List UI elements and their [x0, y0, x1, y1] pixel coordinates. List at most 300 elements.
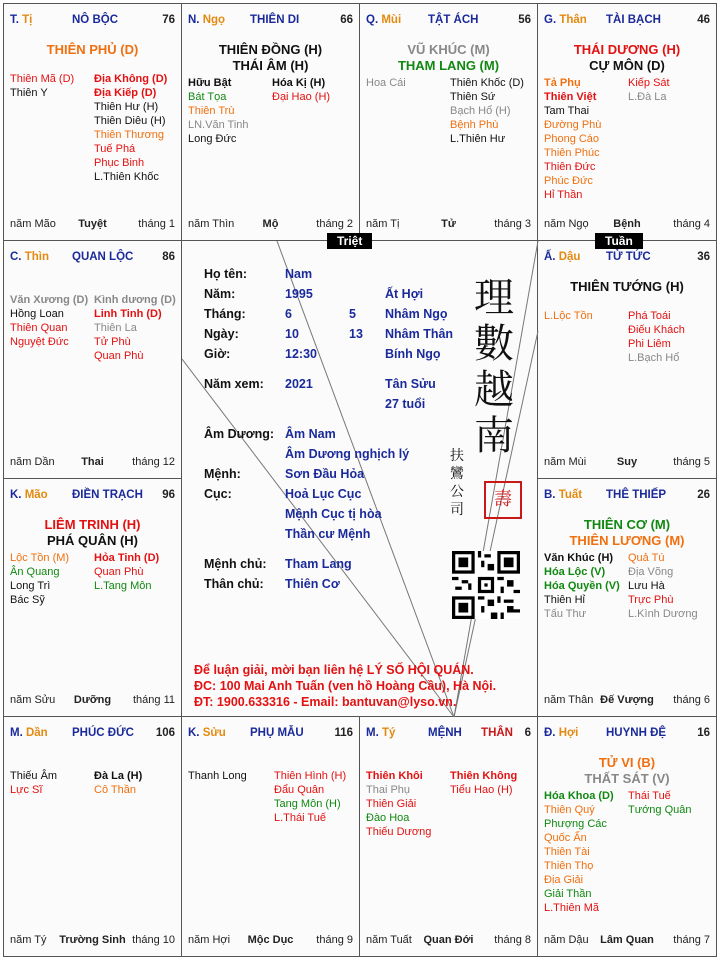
value-gio-can: Bính Ngọ [385, 347, 441, 361]
palace-ty [359, 716, 538, 957]
minor-star: Hồng Loan [10, 308, 64, 320]
main-star: THIÊN ĐỒNG (H) [218, 42, 323, 57]
minor-star: Phong Cáo [544, 133, 600, 145]
palace-footer [188, 934, 353, 948]
palace-dau [537, 240, 717, 479]
center-info-panel [181, 240, 538, 717]
minor-stars-left [544, 789, 614, 915]
minor-star: Thiên Việt [544, 91, 597, 103]
palace-month: tháng 11 [132, 694, 175, 706]
main-star: THÁI DƯƠNG (H) [573, 42, 681, 57]
minor-star: Giải Thần [544, 888, 592, 900]
palace-header [188, 14, 353, 28]
main-stars [4, 42, 181, 58]
value-thanchu: Thiên Cơ [285, 577, 340, 591]
main-stars [182, 42, 359, 74]
palace-footer [544, 218, 710, 232]
palace-footer [366, 934, 531, 948]
value-tuoi: 27 tuổi [385, 397, 426, 411]
main-star: THIÊN TƯỚNG (H) [570, 279, 684, 294]
minor-star: Ân Quang [10, 566, 60, 578]
minor-star: Tuế Phá [94, 143, 136, 155]
palace-month: tháng 12 [132, 456, 175, 468]
contact-line-1: Để luận giải, mời bạn liên hệ LÝ SỐ HỘI QUÁN. [194, 663, 474, 677]
palace-name: THIÊN DI [250, 14, 300, 26]
palace-age: 76 [162, 14, 175, 26]
palace-stem: Ấ. [544, 251, 559, 263]
palace-branch [188, 727, 226, 739]
value-ngay-al: 13 [349, 327, 363, 341]
palace-month: tháng 9 [316, 934, 353, 946]
palace-year: năm Hợi [188, 934, 231, 946]
minor-star: Đào Hoa [366, 812, 410, 824]
minor-star: Lưu Hà [628, 580, 665, 592]
minor-star: Quan Phù [94, 350, 144, 362]
palace-age: 116 [334, 727, 353, 739]
minor-star: L.Kình Dương [628, 608, 698, 620]
palace-thin [3, 240, 182, 479]
palace-age: 16 [697, 727, 710, 739]
value-namxem-can: Tân Sửu [385, 377, 436, 391]
label-namxem: Năm xem: [204, 377, 264, 391]
main-star: PHÁ QUÂN (H) [47, 533, 138, 548]
palace-header [544, 251, 710, 265]
palace-name: HUYNH ĐỆ [606, 727, 667, 739]
minor-stars-right [628, 309, 685, 365]
palace-month: tháng 1 [138, 218, 175, 230]
main-stars [538, 279, 716, 295]
palace-branch [366, 727, 395, 739]
minor-stars-right [628, 76, 670, 104]
palace-stage: Dưỡng [73, 694, 112, 706]
minor-star: Thiên Đức [544, 161, 596, 173]
minor-star: Bạch Hổ (H) [450, 105, 511, 117]
value-amduong: Âm Nam [285, 427, 336, 441]
minor-star: Thiên Sứ [450, 91, 496, 103]
minor-star: Địa Không (D) [94, 73, 168, 85]
palace-stem: C. [10, 251, 25, 263]
minor-star: Thiên Tài [544, 846, 590, 858]
minor-star: Hóa Khoa (D) [544, 790, 614, 802]
minor-stars-left [544, 309, 593, 323]
minor-star: Thiên Giải [366, 798, 417, 810]
minor-star: Hỏa Tinh (D) [94, 552, 160, 564]
palace-footer [10, 456, 175, 470]
palace-stem: T. [10, 14, 23, 26]
minor-star: Thiên Y [10, 87, 48, 99]
minor-star: Thiên Khôi [366, 770, 423, 782]
value-namxem: 2021 [285, 377, 313, 391]
value-menh: Sơn Đầu Hỏa [285, 467, 365, 481]
palace-age: 96 [162, 489, 175, 501]
palace-stage: Mộc Dục [247, 934, 294, 946]
palace-branch [10, 727, 48, 739]
value-gio: 12:30 [285, 347, 317, 361]
palace-age: 6 [524, 727, 531, 739]
palace-branch-name: Dần [25, 727, 48, 739]
main-star: LIÊM TRINH (H) [44, 517, 141, 532]
palace-name: TÀI BẠCH [606, 14, 661, 26]
palace-name: QUAN LỘC [72, 251, 134, 263]
palace-suu [181, 716, 360, 957]
label-nam: Năm: [204, 287, 236, 301]
palace-stage: Thai [81, 456, 104, 468]
minor-stars-right [94, 293, 176, 363]
qr-code-icon[interactable] [452, 551, 520, 619]
palace-year: năm Tị [366, 218, 400, 230]
main-stars [538, 42, 716, 74]
value-cuc2: Mệnh Cục tị hòa [285, 507, 382, 521]
minor-star: Phục Binh [94, 157, 145, 169]
minor-star: Đại Hao (H) [272, 91, 331, 103]
palace-stem: K. [10, 489, 25, 501]
palace-name: MỆNH [428, 727, 462, 739]
palace-footer [10, 934, 175, 948]
minor-star: Tử Phù [94, 336, 131, 348]
minor-star: Thái Tuế [628, 790, 671, 802]
main-stars [538, 517, 716, 549]
palace-month: tháng 4 [673, 218, 710, 230]
palace-branch-name: Hợi [558, 727, 579, 739]
minor-star: L.Thiên Khốc [94, 171, 159, 183]
value-amduong2: Âm Dương nghịch lý [285, 447, 410, 461]
palace-name: PHÚC ĐỨC [72, 727, 134, 739]
minor-star: Thiên Quan [10, 322, 68, 334]
minor-star: Thiếu Âm [10, 770, 58, 782]
minor-stars-left [10, 293, 88, 349]
palace-year: năm Tuất [366, 934, 412, 946]
palace-branch [10, 14, 32, 26]
minor-star: Đẩu Quân [274, 784, 325, 796]
palace-name: ĐIỀN TRẠCH [72, 489, 143, 501]
palace-age: 106 [155, 727, 175, 739]
minor-stars-right [274, 769, 346, 825]
minor-star: Văn Xương (D) [10, 294, 89, 306]
minor-star: Hóa Lộc (V) [544, 566, 606, 578]
minor-star: Thiếu Dương [366, 826, 432, 838]
palace-branch-name: Mão [24, 489, 48, 501]
value-ngay-can: Nhâm Thân [385, 327, 454, 341]
minor-star: Thiên Hỉ [544, 594, 585, 606]
minor-stars-right [94, 551, 159, 593]
minor-star: Thiên Hình (H) [274, 770, 347, 782]
palace-badge: THÂN [481, 727, 513, 739]
palace-age: 26 [697, 489, 710, 501]
palace-stem: M. [366, 727, 382, 739]
palace-footer [366, 218, 531, 232]
minor-stars-left [188, 769, 247, 783]
main-star: VŨ KHÚC (M) [407, 42, 490, 57]
palace-age: 46 [697, 14, 710, 26]
minor-stars-right [628, 551, 698, 621]
minor-star: Thiên Không [450, 770, 518, 782]
palace-dan [3, 716, 182, 957]
minor-star: Đà La (H) [94, 770, 143, 782]
horoscope-grid [3, 3, 717, 957]
palace-year: năm Ngọ [544, 218, 589, 230]
palace-tuat [537, 478, 717, 717]
minor-star: Tả Phụ [544, 77, 581, 89]
minor-star: Điếu Khách [628, 324, 685, 336]
minor-stars-left [544, 551, 620, 621]
minor-stars-left [366, 76, 406, 90]
minor-stars-left [544, 76, 601, 202]
minor-star: Quốc Ấn [544, 832, 587, 844]
minor-star: Phúc Đức [544, 175, 593, 187]
label-ngay: Ngày: [204, 327, 239, 341]
palace-header [544, 14, 710, 28]
palace-stage: Mộ [262, 218, 279, 230]
minor-star: Hoa Cái [366, 77, 406, 89]
minor-stars-left [188, 76, 249, 146]
minor-star: L.Đà La [628, 91, 667, 103]
calligraphy-char: 理 [474, 275, 514, 321]
calligraphy-logo [474, 275, 514, 459]
main-star: THIÊN LƯƠNG (M) [569, 533, 685, 548]
palace-year: năm Dần [10, 456, 55, 468]
minor-star: LN.Văn Tinh [188, 119, 249, 131]
palace-header [366, 14, 531, 28]
calligraphy-char: 數 [474, 321, 514, 367]
minor-star: Bát Tọa [188, 91, 227, 103]
minor-star: L.Thiên Mã [544, 902, 600, 914]
palace-footer [188, 218, 353, 232]
minor-star: Tướng Quân [628, 804, 692, 816]
minor-stars-right [450, 769, 517, 797]
palace-branch-name: Tị [22, 14, 33, 26]
palace-stem: Q. [366, 14, 382, 26]
value-menhchu: Tham Lang [285, 557, 352, 571]
main-star: THÁI ÂM (H) [232, 58, 309, 73]
minor-star: Địa Kiếp (D) [94, 87, 157, 99]
palace-ngo [181, 3, 360, 241]
palace-month: tháng 5 [673, 456, 710, 468]
minor-star: Hỉ Thần [544, 189, 583, 201]
minor-star: Long Đức [188, 133, 237, 145]
palace-header [544, 489, 710, 503]
palace-month: tháng 7 [673, 934, 710, 946]
palace-month: tháng 6 [673, 694, 710, 706]
minor-stars-right [94, 769, 142, 797]
seal-char: 公 [450, 484, 464, 500]
minor-star: L.Thái Tuế [274, 812, 326, 824]
minor-stars-left [10, 551, 69, 607]
palace-mao [3, 478, 182, 717]
palace-branch-name: Tý [381, 727, 396, 739]
palace-branch [10, 251, 49, 263]
minor-star: Thiên Mã (D) [10, 73, 75, 85]
minor-star: Nguyệt Đức [10, 336, 69, 348]
palace-name: PHỤ MẪU [250, 727, 304, 739]
palace-branch-name: Sửu [202, 727, 226, 739]
palace-footer [544, 694, 710, 708]
palace-name: TỬ TỨC [606, 251, 651, 263]
minor-star: L.Lộc Tồn [544, 310, 593, 322]
minor-star: Kiếp Sát [628, 77, 670, 89]
label-gio: Giờ: [204, 347, 231, 361]
palace-stage: Trường Sinh [59, 934, 126, 946]
minor-star: L.Thiên Hư [450, 133, 506, 145]
minor-star: Bác Sỹ [10, 594, 45, 606]
value-thang-al: 5 [349, 307, 356, 321]
seal-char: 司 [450, 502, 464, 518]
main-star: TỬ VI (B) [598, 755, 656, 770]
palace-month: tháng 10 [132, 934, 175, 946]
palace-year: năm Mùi [544, 456, 587, 468]
minor-star: Quan Phù [94, 566, 144, 578]
palace-branch [544, 251, 580, 263]
palace-stage: Bệnh [613, 218, 641, 230]
minor-stars-left [10, 72, 74, 100]
palace-year: năm Tý [10, 934, 47, 946]
minor-star: Long Trì [10, 580, 51, 592]
palace-month: tháng 8 [494, 934, 531, 946]
palace-than [537, 3, 717, 241]
minor-star: Hóa Kị (H) [272, 77, 326, 89]
palace-month: tháng 3 [494, 218, 531, 230]
value-cuc3: Thần cư Mệnh [285, 527, 371, 541]
minor-stars-right [450, 76, 524, 146]
minor-star: Cô Thần [94, 784, 136, 796]
label-menh: Mệnh: [204, 467, 241, 481]
palace-branch-name: Ngọ [202, 14, 226, 26]
main-star: THAM LANG (M) [397, 58, 500, 73]
contact-line-3: ĐT: 1900.633316 - Email: bantuvan@lyso.vn. [194, 695, 457, 709]
minor-star: Thiên Trù [188, 105, 235, 117]
minor-star: Địa Giải [544, 874, 584, 886]
minor-star: Lộc Tồn (M) [10, 552, 70, 564]
palace-branch-name: Tuất [558, 489, 583, 501]
palace-stem: K. [188, 727, 203, 739]
palace-stage: Suy [616, 456, 638, 468]
minor-star: Trực Phù [628, 594, 674, 606]
minor-star: Thai Phụ [366, 784, 411, 796]
palace-header [10, 251, 175, 265]
palace-branch-name: Thân [559, 14, 587, 26]
palace-branch [366, 14, 401, 26]
label-menhchu: Mệnh chủ: [204, 557, 267, 571]
minor-star: Lực Sĩ [10, 784, 43, 796]
label-cuc: Cục: [204, 487, 232, 501]
triet-marker: Triệt [327, 233, 372, 249]
palace-branch [544, 727, 578, 739]
palace-footer [10, 218, 175, 232]
minor-star: Bệnh Phù [450, 119, 499, 131]
calligraphy-char: 南 [474, 413, 514, 459]
palace-year: năm Thìn [188, 218, 235, 230]
palace-stem: B. [544, 489, 559, 501]
palace-hoi [537, 716, 717, 957]
palace-header [10, 489, 175, 503]
value-cuc: Hoả Lục Cục [285, 487, 362, 501]
value-thang-can: Nhâm Ngọ [385, 307, 448, 321]
palace-branch [188, 14, 225, 26]
palace-age: 86 [162, 251, 175, 263]
minor-star: Thiên Thương [94, 129, 165, 141]
minor-star: Linh Tinh (D) [94, 308, 162, 320]
label-thang: Tháng: [204, 307, 246, 321]
palace-header [366, 727, 531, 741]
calligraphy-char: 越 [474, 367, 514, 413]
palace-header [10, 727, 175, 741]
main-star: THẤT SÁT (V) [584, 771, 670, 786]
palace-year: năm Dậu [544, 934, 589, 946]
palace-age: 36 [697, 251, 710, 263]
palace-age: 56 [518, 14, 531, 26]
minor-star: Quả Tú [628, 552, 665, 564]
label-thanchu: Thân chủ: [204, 577, 264, 591]
minor-star: Thiên Hư (H) [94, 101, 159, 113]
minor-star: Thiên Khốc (D) [450, 77, 524, 89]
minor-star: L.Bạch Hổ [628, 352, 680, 364]
main-stars [538, 755, 716, 787]
value-hoten: Nam [285, 267, 313, 281]
minor-stars-right [94, 72, 167, 184]
minor-star: Địa Võng [628, 566, 674, 578]
palace-name: THÊ THIẾP [606, 489, 667, 501]
label-hoten: Họ tên: [204, 267, 248, 281]
palace-year: năm Thân [544, 694, 594, 706]
red-seal-stamp: 壽 [484, 481, 522, 519]
main-star: CỰ MÔN (D) [589, 58, 665, 73]
palace-branch-name: Mùi [381, 14, 402, 26]
minor-star: Thiên Diêu (H) [94, 115, 166, 127]
minor-star: Thanh Long [188, 770, 247, 782]
minor-star: Hóa Quyền (V) [544, 580, 620, 592]
main-star: THIÊN CƠ (M) [583, 517, 671, 532]
minor-star: Thiên Phúc [544, 147, 600, 159]
seal-char: 扶 [450, 448, 464, 464]
main-stars [4, 517, 181, 549]
minor-star: Phi Liêm [628, 338, 671, 350]
palace-ti [3, 3, 182, 241]
seal-char: 鸞 [450, 466, 464, 482]
palace-footer [544, 456, 710, 470]
minor-star: Thiên La [94, 322, 137, 334]
minor-stars-left [10, 769, 57, 797]
palace-stem: M. [10, 727, 26, 739]
minor-star: Phá Toái [628, 310, 671, 322]
minor-star: Tiểu Hao (H) [450, 784, 513, 796]
palace-stage: Đế Vượng [600, 694, 654, 706]
palace-branch [544, 489, 582, 501]
minor-star: Kình dương (D) [94, 294, 176, 306]
value-nam: 1995 [285, 287, 313, 301]
minor-stars-left [366, 769, 431, 839]
palace-year: năm Sửu [10, 694, 56, 706]
palace-header [544, 727, 710, 741]
palace-stem: Đ. [544, 727, 559, 739]
value-ngay: 10 [285, 327, 299, 341]
tuan-marker: Tuần [595, 233, 643, 249]
palace-stage: Quan Đới [423, 934, 474, 946]
palace-footer [544, 934, 710, 948]
value-thang: 6 [285, 307, 292, 321]
palace-stem: G. [544, 14, 560, 26]
palace-header [10, 14, 175, 28]
main-stars [360, 42, 537, 74]
palace-footer [10, 694, 175, 708]
minor-star: Tam Thai [544, 105, 590, 117]
palace-branch [10, 489, 48, 501]
palace-branch-name: Dậu [558, 251, 581, 263]
minor-star: Văn Khúc (H) [544, 552, 614, 564]
contact-line-2: ĐC: 100 Mai Anh Tuấn (ven hồ Hoàng Cầu), Hà Nội. [194, 679, 497, 693]
palace-branch-name: Thìn [24, 251, 49, 263]
palace-year: năm Mão [10, 218, 56, 230]
palace-month: tháng 2 [316, 218, 353, 230]
palace-name: NÔ BỘC [72, 14, 118, 26]
